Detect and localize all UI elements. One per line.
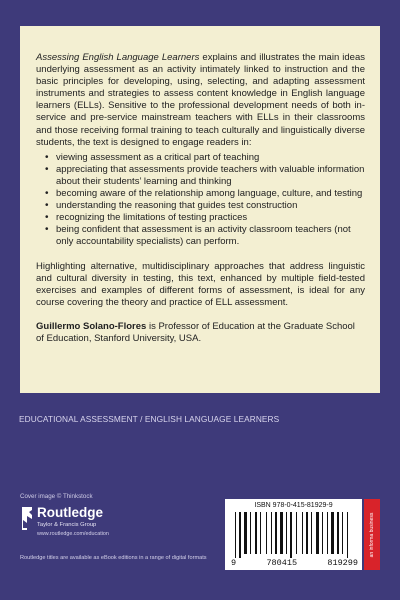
bullet-item: • viewing assessment as a critical part of teaching [49,152,365,164]
book-title-italic: Assessing English Language Learners [36,52,200,63]
author-bio [36,321,365,345]
barcode-bar [311,512,312,554]
intro-paragraph [36,52,365,149]
barcode-bar [235,512,236,558]
bullet-item: • becoming aware of the relationship among language, culture, and testing [49,188,365,200]
barcode-bar [250,512,251,554]
barcode-digit-group: 780415 [266,558,298,568]
cover-image-credit: Cover image © Thinkstock [20,493,93,500]
barcode-bar [260,512,261,554]
barcode-bar [342,512,343,554]
barcode-bar [331,512,334,554]
bullet-list [36,152,365,249]
summary-paragraph: Highlighting alternative, multidisciplinary approaches that address linguistic and cultural diversity in testing, this text, enhanced by multiple field-tested exercises and examples of different forms of assessment, is ideal for any course covering the theory and practice of ELL assessment. [36,260,365,308]
bullet-item: • recognizing the limitations of testing practices [49,212,365,224]
barcode-digit-group: 819299 [327,558,358,568]
barcode-bar [255,512,257,554]
informa-text: an informa business [369,512,375,557]
publisher-url[interactable]: www.routledge.com/education [37,531,109,537]
barcode-bar [322,512,323,554]
barcode-bar [306,512,308,554]
barcode-digit-group: 9 [231,558,237,568]
barcode-bar [271,512,272,554]
barcode-bars [233,512,354,558]
publisher-logo [20,504,210,544]
bullet-item: • appreciating that assessments provide teachers with valuable information about their students’ learning and thinking [49,164,365,188]
barcode-bar [244,512,247,554]
barcode-digits [231,558,358,568]
barcode-bar [337,512,339,554]
isbn-label: ISBN 978-0-415-81929-9 [254,502,333,509]
barcode-bar [290,512,292,558]
barcode-bar [280,512,283,554]
intro-text: explains and illustrates the main ideas underlying assessment as an activity intimately linked to instruction and the basic principles for developing, using, selecting, and adapting assessment instruments and strategies to assess content knowledge in English language learners (ELLs). Sensitive to the professional development needs of both in-service and pre-service mainstream teachers with ELLs in their classrooms and those receiving formal training to teach culturally and linguistically diverse students, the text is designed to engage readers in: [36,52,365,148]
description-panel [20,26,380,393]
barcode-bar [302,512,303,554]
barcode-bar [275,512,277,554]
barcode-bar [296,512,297,554]
barcode-bar [266,512,267,554]
bullet-item: • being confident that assessment is an activity classroom teachers (not only accountability specialists) can perform. [49,224,365,248]
routledge-mark-icon [20,506,34,532]
barcode-bar [347,512,348,558]
author-name: Guillermo Solano-Flores [36,320,147,332]
informa-side-band [364,499,380,570]
bullet-item: • understanding the reasoning that guides test construction [49,200,365,212]
barcode-bar [316,512,319,554]
ebook-note: Routledge titles are available as eBook editions in a range of digital formats [20,555,207,561]
barcode-bar [239,512,241,558]
barcode-bar [286,512,287,554]
barcode-block [225,499,362,570]
barcode-bar [327,512,328,554]
publisher-group: Taylor & Francis Group [37,522,97,528]
subject-category: EDUCATIONAL ASSESSMENT / ENGLISH LANGUAGE LEARNERS [19,414,280,424]
author-bio-text: is Professor of Education at the Graduate School of Education, Stanford University, USA. [36,320,355,344]
publisher-name: Routledge [37,505,103,520]
